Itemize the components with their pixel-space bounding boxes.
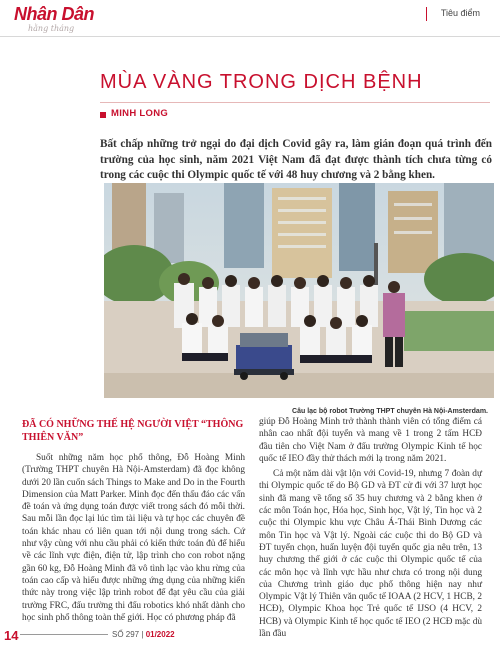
issue-separator: | bbox=[141, 630, 146, 639]
article-lead: Bất chấp những trở ngại do đại dịch Covid gây ra, làm gián đoạn quá trình đến trường của học sinh, năm 2021 Việt Nam đã đạt được thành tích chưa từng có trong các cuộc thi Olympic quốc tế với 48 huy chương và 2 bằng khen. bbox=[100, 138, 492, 181]
section-subheading: ĐÃ CÓ NHỮNG THẾ HỆ NGƯỜI VIỆT “THÔNG THIÊN VĂN” bbox=[22, 419, 244, 443]
section-tag: Tiêu điểm bbox=[440, 8, 480, 18]
body-column-1 bbox=[22, 452, 245, 624]
title-rule bbox=[100, 102, 490, 103]
section-tag-divider bbox=[426, 7, 427, 21]
article-title: MÙA VÀNG TRONG DỊCH BỆNH bbox=[100, 71, 423, 93]
author-marker-icon bbox=[100, 112, 106, 118]
header-rule bbox=[0, 36, 500, 37]
photo-caption: Câu lạc bộ robot Trường THPT chuyên Hà Nội-Amsterdam. bbox=[292, 408, 488, 415]
footer-rule bbox=[20, 634, 108, 635]
logo-sub-text: hằng tháng bbox=[28, 24, 75, 33]
issue-number: SỐ 297 bbox=[112, 630, 140, 639]
body-paragraph: giúp Đỗ Hoàng Minh trở thành thành viên có tổng điểm cá nhân cao nhất đội tuyển và mang về 1 trong 2 tấm HCĐ đầu tiên cho Việt Nam ở đấu trường Olympic Kinh tế học quốc tế IEO đầy thử thách mới lạ trong năm 2021. bbox=[259, 417, 482, 464]
body-column-2 bbox=[259, 416, 482, 640]
group-photo-illustration bbox=[104, 183, 494, 398]
article-photo bbox=[104, 183, 494, 398]
issue-date: 01/2022 bbox=[145, 630, 175, 639]
issue-info bbox=[112, 630, 175, 639]
article-author: MINH LONG bbox=[111, 108, 169, 119]
publication-logo bbox=[14, 4, 104, 34]
body-paragraph: Suốt những năm học phổ thông, Đỗ Hoàng Minh (Trường THPT chuyên Hà Nội-Amsterdam) đã đọc không dưới 20 lần cuốn sách Things to Make and Do in the Fourth Dimension của Matt Parker. Minh đọc đến thấu đáo các vấn đề toán và ứng dụng toán được viết trong sách đó mỗi thời. Sau mỗi lần đọc lại lúc tìm tài liệu và tự học các chuyên đề toán khác nhau có liên quan tới nội dung trong sách. Cứ như vậy cùng với nhu cầu phải có kiến thức toán đủ để hiểu về các lĩnh vực điện, điện tử, lập trình cho con robot nặng gần 60 kg, Đỗ Hoàng Minh đã vô tình lạc vào khu rừng của toán cao cấp và hiểu được những ứng dụng của những kiến thức này trong việc lập trình robot để đạt yêu cầu của giải trường FRC, đấu trường thi đấu robotics khó nhất dành cho học sinh phổ thông toàn thế giới. Học có phương pháp đã bbox=[22, 453, 245, 623]
logo-main-text: Nhân Dân bbox=[14, 4, 95, 24]
page-number: 14 bbox=[4, 628, 19, 643]
body-paragraph: Cả một năm dài vật lộn với Covid-19, nhưng 7 đoàn dự thi Olympic quốc tế do Bộ GD và ĐT cử đi với 37 lượt học sinh đã mang về tổng số 35 huy chương và 2 bằng khen ở các môn Toán học, Hóa học, Sinh học, Vật lý, Tin học và 2 cuộc thi Olympic khu vực Châu Á-Thái Bình Dương các môn Tin học và Vật lý. Ngoài các cuộc thi do Bộ GD và ĐT tuyển chọn, huấn luyện đội tuyển quốc gia nêu trên, 13 huy chương thế giới ở các cuộc thi Olympic quốc tế của các môn học và lĩnh vực hầu như chưa có trong nội dung của Chương trình giáo dục phổ thông hiện nay như Olympic Vật lý Thiên văn quốc tế IOAA (2 HCV, 1 HCB, 2 HCĐ), Olympic Khoa học Trẻ quốc tế IJSO (4 HCV, 2 HCB) và Olympic Kinh tế học quốc tế IEO (2 HCĐ mặc dù lần đầu bbox=[259, 469, 482, 640]
